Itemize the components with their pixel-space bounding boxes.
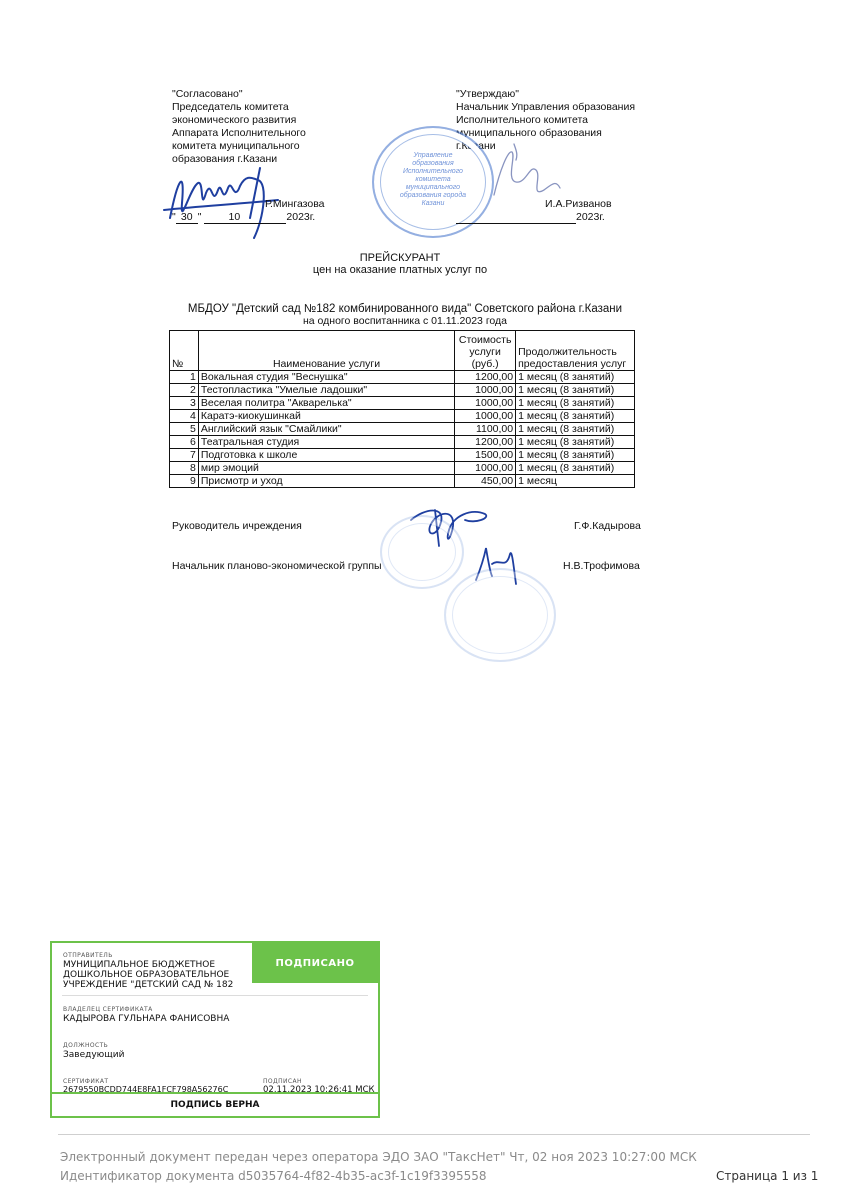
head-label: Руководитель ичреждения bbox=[172, 520, 302, 532]
organization-name bbox=[160, 303, 650, 327]
approval-line: Аппарата Исполнительного bbox=[172, 127, 306, 139]
confirm-name: И.А.Ризванов bbox=[545, 198, 612, 210]
sender-line: УЧРЕЖДЕНИЕ "ДЕТСКИЙ САД № 182 bbox=[63, 980, 234, 990]
planning-name: Н.В.Трофимова bbox=[563, 560, 640, 572]
price-table bbox=[169, 330, 635, 488]
approval-heading: "Согласовано" bbox=[172, 88, 243, 100]
confirm-date-year: 2023г. bbox=[576, 211, 605, 223]
owner-label: ВЛАДЕЛЕЦ СЕРТИФИКАТА bbox=[63, 1006, 153, 1013]
certificate-label: СЕРТИФИКАТ bbox=[63, 1078, 109, 1085]
document-id: Идентификатор документа d5035764-4f82-4b35-ac3f-1c19f3395558 bbox=[60, 1169, 487, 1183]
confirm-date bbox=[456, 211, 605, 224]
confirm-heading: "Утверждаю" bbox=[456, 88, 519, 100]
footer-divider bbox=[58, 1134, 810, 1135]
approval-date-year: 2023г. bbox=[286, 211, 316, 223]
certificate-value: 2679550BCDD744E8FA1FCF798A56276C bbox=[63, 1085, 229, 1094]
table-row: 8 мир эмоций 1000,00 1 месяц (8 занятий) bbox=[170, 462, 635, 475]
approval-line: комитета муниципального bbox=[172, 140, 300, 152]
document-title bbox=[300, 252, 500, 276]
signature-verdict: ПОДПИСЬ ВЕРНА bbox=[52, 1092, 378, 1116]
table-row: 6 Театральная студия 1200,00 1 месяц (8 занятий) bbox=[170, 436, 635, 449]
operator-info: Электронный документ передан через оператора ЭДО ЗАО "ТаксНет" Чт, 02 ноя 2023 10:27:00 МСК bbox=[60, 1150, 697, 1164]
kindergarten-stamp-2 bbox=[444, 568, 556, 662]
header-price: Стоимость услуги (руб.) bbox=[455, 331, 516, 371]
sender-line: МУНИЦИПАЛЬНОЕ БЮДЖЕТНОЕ bbox=[63, 960, 216, 970]
table-row: 4 Каратэ-киокушинкай 1000,00 1 месяц (8 занятий) bbox=[170, 410, 635, 423]
confirm-line: г.Казани bbox=[456, 140, 496, 152]
price-list-subtitle: цен на оказание платных услуг по bbox=[312, 264, 488, 276]
header-name: Наименование услуги bbox=[198, 331, 454, 371]
edo-signature-box bbox=[50, 941, 380, 1118]
table-row: 1 Вокальная студия "Веснушка" 1200,00 1 месяц (8 занятий) bbox=[170, 371, 635, 384]
sender-label: ОТПРАВИТЕЛЬ bbox=[63, 952, 113, 959]
basis-line: на одного воспитанника с 01.11.2023 года bbox=[303, 315, 507, 327]
table-header-row bbox=[170, 331, 635, 371]
header-duration: Продолжительность предоставления услуг bbox=[516, 331, 635, 371]
head-name: Г.Ф.Кадырова bbox=[574, 520, 641, 532]
signed-status-badge: ПОДПИСАНО bbox=[252, 943, 378, 983]
kindergarten-stamp bbox=[380, 515, 464, 589]
owner-name: КАДЫРОВА ГУЛЬНАРА ФАНИСОВНА bbox=[63, 1014, 230, 1024]
confirm-line: муниципального образования bbox=[456, 127, 602, 139]
price-list-title: ПРЕЙСКУРАНТ bbox=[359, 252, 441, 264]
table-row: 3 Веселая политра "Акварелька" 1000,00 1 месяц (8 занятий) bbox=[170, 397, 635, 410]
approval-line: Председатель комитета bbox=[172, 101, 289, 113]
signed-at-label: ПОДПИСАН bbox=[263, 1078, 302, 1085]
sender-line: ДОШКОЛЬНОЕ ОБРАЗОВАТЕЛЬНОЕ bbox=[63, 970, 230, 980]
header-num: № bbox=[170, 331, 199, 371]
position-label: ДОЛЖНОСТЬ bbox=[63, 1042, 109, 1049]
table-row: 5 Английский язык "Смайлики" 1100,00 1 месяц (8 занятий) bbox=[170, 423, 635, 436]
approval-line: экономического развития bbox=[172, 114, 297, 126]
approval-date-day: 30 bbox=[176, 211, 198, 224]
approval-date: " 30 " 10 2023г. bbox=[172, 211, 316, 223]
signed-at-value: 02.11.2023 10:26:41 МСК bbox=[263, 1085, 375, 1095]
approval-block bbox=[172, 88, 306, 166]
table-row: 2 Тестопластика "Умелые ладошки" 1000,00 1 месяц (8 занятий) bbox=[170, 384, 635, 397]
confirm-line: Начальник Управления образования bbox=[456, 101, 636, 113]
confirm-line: Исполнительного комитета bbox=[456, 114, 589, 126]
stamp-text: Управление образования Исполнительного комитета муниципального образования города Казани bbox=[399, 152, 467, 207]
planning-label: Начальник планово-экономической группы bbox=[172, 560, 382, 572]
table-row: 9 Присмотр и уход 450,00 1 месяц bbox=[170, 475, 635, 488]
approval-line: образования г.Казани bbox=[172, 153, 278, 165]
position-value: Заведующий bbox=[63, 1050, 125, 1060]
table-row: 7 Подготовка к школе 1500,00 1 месяц (8 занятий) bbox=[170, 449, 635, 462]
approval-date-month: 10 bbox=[204, 211, 264, 224]
approval-name: Р.Мингазова bbox=[265, 198, 325, 210]
org-line: МБДОУ "Детский сад №182 комбинированного вида" Советского района г.Казани bbox=[187, 303, 623, 315]
page-number: Страница 1 из 1 bbox=[716, 1169, 819, 1183]
